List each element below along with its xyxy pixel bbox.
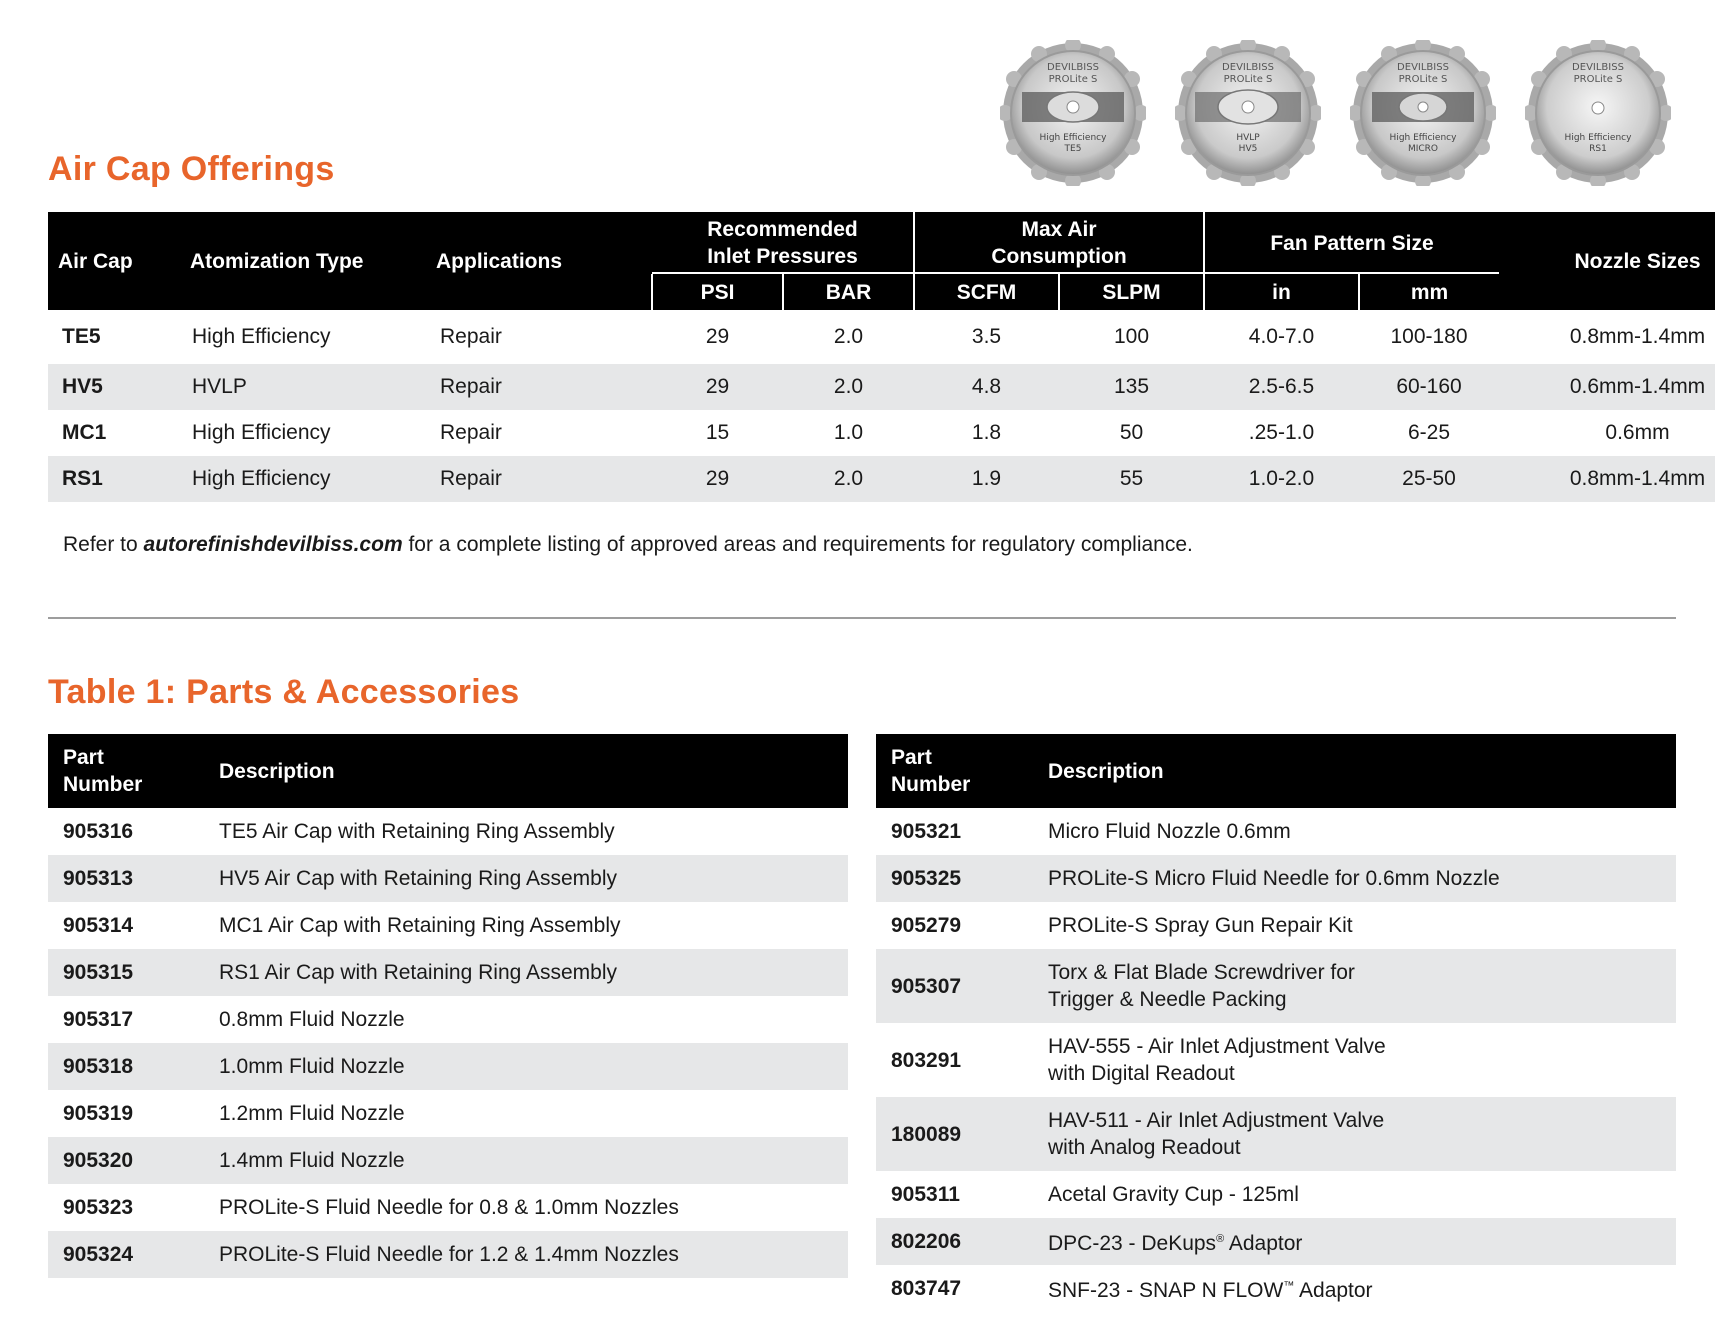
col-scfm: SCFM <box>914 274 1059 310</box>
air-cap-te5-image <box>1000 40 1146 186</box>
scfm-value: 1.9 <box>971 467 1002 490</box>
part-number: 905307 <box>891 974 962 998</box>
svg-text:DEVILBISS: DEVILBISS <box>1397 62 1449 73</box>
part-number: 905315 <box>63 961 134 984</box>
table-row <box>48 808 848 855</box>
svg-text:DEVILBISS: DEVILBISS <box>1222 62 1274 73</box>
table-row <box>876 808 1676 855</box>
part-number: 905311 <box>891 1183 960 1206</box>
air-cap-rs1-image <box>1525 40 1671 186</box>
col-slpm: SLPM <box>1059 274 1204 310</box>
svg-text:High Efficiency: High Efficiency <box>1564 133 1632 143</box>
col-nozzle-sizes: Nozzle Sizes <box>1499 212 1715 310</box>
air-cap-table <box>48 212 1715 502</box>
part-description-line1: Torx & Flat Blade Screwdriver for <box>1048 961 1355 984</box>
table-row <box>876 855 1676 902</box>
consumption-header-line1: Max Air <box>1021 218 1097 241</box>
psi-value: 29 <box>705 467 730 490</box>
col-bar: BAR <box>783 274 914 310</box>
part-number: 905325 <box>891 867 962 890</box>
nozzle-sizes-value: 0.8mm-1.4mm <box>1569 325 1706 348</box>
parts-table-right <box>876 734 1676 1312</box>
fan-in-value: .25-1.0 <box>1248 421 1315 444</box>
part-number: 802206 <box>891 1230 962 1253</box>
table-row <box>876 902 1676 949</box>
col-part-number <box>876 734 1033 808</box>
svg-text:PROLite S: PROLite S <box>1398 74 1448 85</box>
part-description <box>1033 1218 1676 1265</box>
part-description: 1.4mm Fluid Nozzle <box>219 1149 405 1172</box>
slpm-value: 135 <box>1113 375 1150 398</box>
part-number: 905314 <box>63 914 134 937</box>
col-atomization-type: Atomization Type <box>178 212 426 310</box>
air-cap-offerings-heading: Air Cap Offerings <box>48 150 335 188</box>
note-suffix: for a complete listing of approved areas and requirements for regulatory compliance. <box>402 533 1193 556</box>
part-description-line2: with Analog Readout <box>1048 1136 1241 1159</box>
psi-value: 29 <box>705 375 730 398</box>
part-description: 0.8mm Fluid Nozzle <box>219 1008 405 1031</box>
devilbiss-website-link[interactable]: autorefinishdevilbiss.com <box>143 533 403 556</box>
parts-accessories-heading: Table 1: Parts & Accessories <box>48 673 520 711</box>
svg-text:DEVILBISS: DEVILBISS <box>1047 62 1099 73</box>
registered-mark: ® <box>1216 1233 1225 1245</box>
bar-value: 2.0 <box>833 325 864 348</box>
part-number: 905321 <box>891 820 962 843</box>
slpm-value: 100 <box>1113 325 1150 348</box>
consumption-header-line2: Consumption <box>991 245 1127 268</box>
part-number-header-line1: Part <box>891 746 932 769</box>
nozzle-sizes-value: 0.8mm-1.4mm <box>1569 467 1706 490</box>
part-number: 905316 <box>63 820 134 843</box>
air-cap-name: MC1 <box>62 421 107 444</box>
col-description: Description <box>204 734 848 808</box>
table-row <box>48 410 1715 456</box>
part-description-text: SNF-23 - SNAP N FLOW <box>1048 1279 1284 1302</box>
part-description-line1: HAV-555 - Air Inlet Adjustment Valve <box>1048 1035 1386 1058</box>
svg-text:High Efficiency: High Efficiency <box>1389 133 1457 143</box>
part-number: 905279 <box>891 914 962 937</box>
air-cap-hv5-image <box>1175 40 1321 186</box>
table-row <box>48 456 1715 502</box>
part-number-header-line1: Part <box>63 746 104 769</box>
table-row <box>876 1097 1676 1171</box>
part-description-line2: with Digital Readout <box>1048 1062 1235 1085</box>
part-description: PROLite-S Micro Fluid Needle for 0.6mm Nozzle <box>1048 867 1500 890</box>
part-description: MC1 Air Cap with Retaining Ring Assembly <box>219 914 621 937</box>
part-number-header-line2: Number <box>891 773 971 796</box>
part-number: 905320 <box>63 1149 134 1172</box>
part-description: 1.2mm Fluid Nozzle <box>219 1102 405 1125</box>
part-description-end: Adaptor <box>1294 1279 1373 1302</box>
trademark-mark: ™ <box>1283 1280 1295 1292</box>
atomization-type: HVLP <box>192 375 247 398</box>
part-number: 905324 <box>63 1243 134 1266</box>
svg-text:RS1: RS1 <box>1589 144 1607 154</box>
fan-in-value: 2.5-6.5 <box>1248 375 1315 398</box>
part-description: 1.0mm Fluid Nozzle <box>219 1055 405 1078</box>
col-group-fan-pattern-size: Fan Pattern Size <box>1204 212 1499 274</box>
application: Repair <box>440 375 502 398</box>
col-in: in <box>1204 274 1359 310</box>
slpm-value: 55 <box>1119 467 1144 490</box>
svg-text:PROLite S: PROLite S <box>1223 74 1273 85</box>
fan-mm-value: 60-160 <box>1396 375 1462 398</box>
part-description: HV5 Air Cap with Retaining Ring Assembly <box>219 867 618 890</box>
svg-text:PROLite S: PROLite S <box>1573 74 1623 85</box>
table-row <box>48 902 848 949</box>
part-description: Acetal Gravity Cup - 125ml <box>1048 1183 1299 1206</box>
air-cap-micro-image <box>1350 40 1496 186</box>
part-description-end: Adaptor <box>1224 1232 1303 1255</box>
col-air-cap: Air Cap <box>48 212 178 310</box>
part-number: 905319 <box>63 1102 134 1125</box>
fan-in-value: 4.0-7.0 <box>1248 325 1315 348</box>
scfm-value: 1.8 <box>971 421 1002 444</box>
table-row <box>48 1231 848 1278</box>
part-number: 180089 <box>891 1122 962 1146</box>
table-row <box>48 996 848 1043</box>
part-description: RS1 Air Cap with Retaining Ring Assembly <box>219 961 618 984</box>
bar-value: 1.0 <box>833 421 864 444</box>
table-row <box>48 364 1715 410</box>
table-row <box>876 1218 1676 1265</box>
part-number: 905317 <box>63 1008 134 1031</box>
atomization-type: High Efficiency <box>192 467 331 490</box>
fan-mm-value: 6-25 <box>1407 421 1451 444</box>
col-applications: Applications <box>426 212 652 310</box>
svg-text:MICRO: MICRO <box>1407 144 1439 154</box>
section-divider <box>48 617 1676 619</box>
table-row <box>48 310 1715 364</box>
atomization-type: High Efficiency <box>192 325 331 348</box>
part-number: 905313 <box>63 867 134 890</box>
psi-value: 15 <box>705 421 730 444</box>
parts-table-left <box>48 734 848 1278</box>
application: Repair <box>440 421 502 444</box>
svg-text:TE5: TE5 <box>1064 144 1082 154</box>
table-row <box>876 949 1676 1023</box>
col-group-inlet-pressures <box>652 212 914 274</box>
air-cap-name: TE5 <box>62 325 101 348</box>
part-description: PROLite-S Fluid Needle for 1.2 & 1.4mm Nozzles <box>219 1243 679 1266</box>
application: Repair <box>440 325 502 348</box>
table-row <box>48 855 848 902</box>
svg-text:HV5: HV5 <box>1238 144 1258 154</box>
part-description <box>1033 1097 1676 1171</box>
compliance-note <box>63 533 1193 557</box>
fan-mm-value: 25-50 <box>1402 467 1456 490</box>
part-description-text: DPC-23 - DeKups <box>1048 1232 1217 1255</box>
part-number: 905323 <box>63 1196 134 1219</box>
scfm-value: 4.8 <box>971 375 1002 398</box>
part-description <box>1033 949 1676 1023</box>
note-prefix: Refer to <box>63 533 144 556</box>
svg-text:DEVILBISS: DEVILBISS <box>1572 62 1624 73</box>
part-description: Micro Fluid Nozzle 0.6mm <box>1048 820 1291 843</box>
air-cap-name: HV5 <box>62 375 103 398</box>
part-description-line2: Trigger & Needle Packing <box>1048 988 1287 1011</box>
part-number: 803747 <box>891 1277 962 1300</box>
svg-text:PROLite S: PROLite S <box>1048 74 1098 85</box>
col-description: Description <box>1033 734 1676 808</box>
scfm-value: 3.5 <box>971 325 1002 348</box>
table-row <box>48 1184 848 1231</box>
col-mm: mm <box>1359 274 1499 310</box>
part-number-header-line2: Number <box>63 773 143 796</box>
part-number: 803291 <box>891 1048 962 1072</box>
fan-in-value: 1.0-2.0 <box>1248 467 1315 490</box>
bar-value: 2.0 <box>833 467 864 490</box>
col-part-number <box>48 734 204 808</box>
table-row <box>876 1265 1676 1312</box>
table-row <box>876 1171 1676 1218</box>
table-row <box>876 1023 1676 1097</box>
slpm-value: 50 <box>1119 421 1144 444</box>
col-psi: PSI <box>652 274 783 310</box>
table-row <box>48 1043 848 1090</box>
part-number: 905318 <box>63 1055 134 1078</box>
table-row <box>48 1090 848 1137</box>
table-row <box>48 949 848 996</box>
svg-text:HVLP: HVLP <box>1236 133 1260 143</box>
table-row <box>48 1137 848 1184</box>
part-description <box>1033 1023 1676 1097</box>
part-description: TE5 Air Cap with Retaining Ring Assembly <box>219 820 615 843</box>
part-description: PROLite-S Spray Gun Repair Kit <box>1048 914 1353 937</box>
air-cap-name: RS1 <box>62 467 103 490</box>
part-description-line1: HAV-511 - Air Inlet Adjustment Valve <box>1048 1109 1385 1132</box>
col-group-max-air-consumption <box>914 212 1204 274</box>
atomization-type: High Efficiency <box>192 421 331 444</box>
part-description: PROLite-S Fluid Needle for 0.8 & 1.0mm Nozzles <box>219 1196 679 1219</box>
psi-value: 29 <box>705 325 730 348</box>
nozzle-sizes-value: 0.6mm <box>1605 421 1670 444</box>
part-description <box>1033 1265 1676 1312</box>
nozzle-sizes-value: 0.6mm-1.4mm <box>1569 375 1706 398</box>
application: Repair <box>440 467 502 490</box>
svg-text:High Efficiency: High Efficiency <box>1039 133 1107 143</box>
fan-mm-value: 100-180 <box>1390 325 1468 348</box>
inlet-header-line1: Recommended <box>707 218 858 241</box>
air-cap-images <box>1000 40 1676 190</box>
bar-value: 2.0 <box>833 375 864 398</box>
inlet-header-line2: Inlet Pressures <box>707 245 858 268</box>
